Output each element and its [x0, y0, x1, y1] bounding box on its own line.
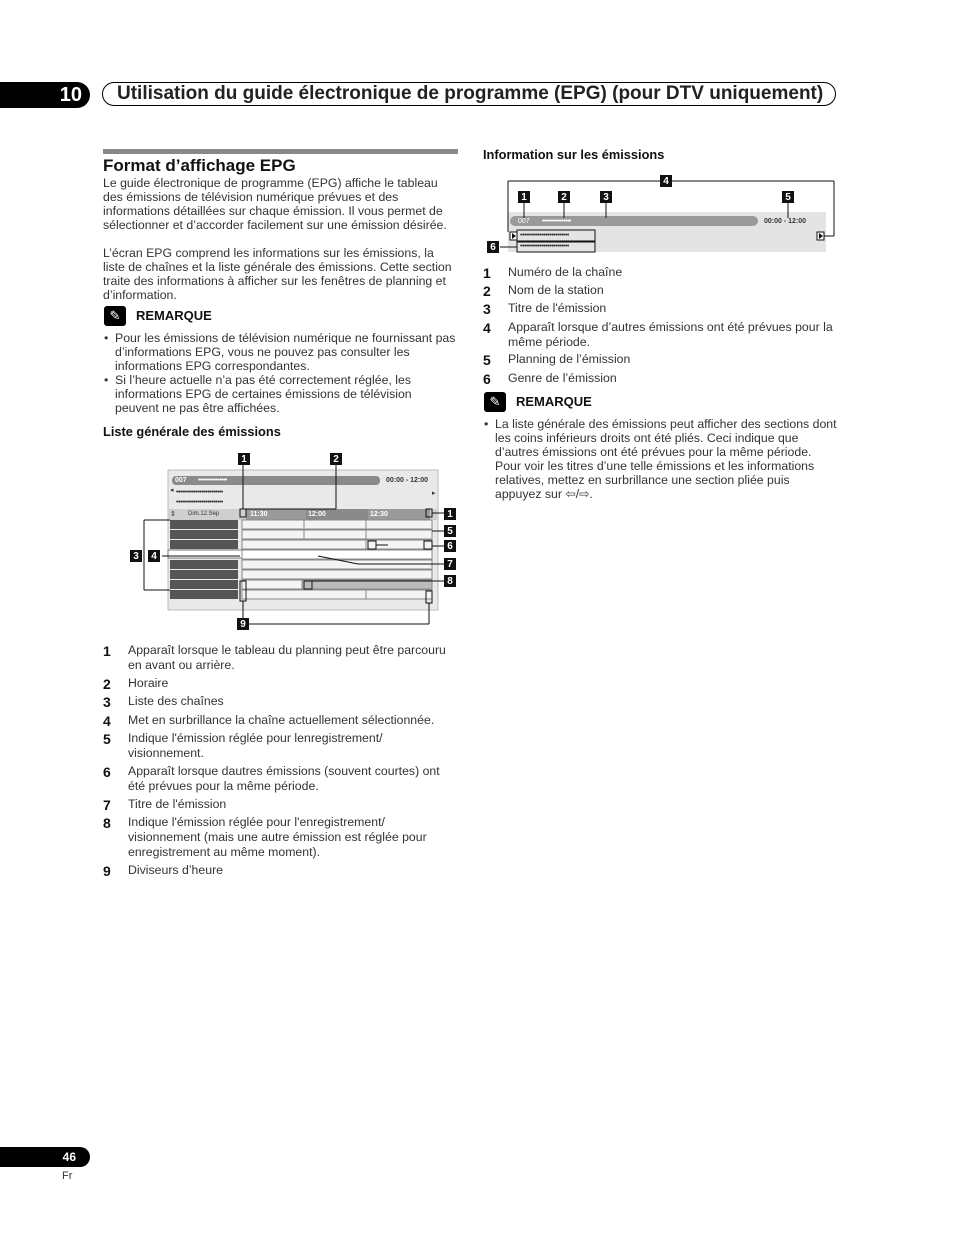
callout-marker: 1 [444, 508, 456, 520]
callout-marker: 3 [600, 191, 612, 203]
program-title-placeholder: ••••••••••••••••••••••••• [520, 232, 569, 239]
callout-marker: 1 [238, 453, 250, 465]
up-down-arrow-icon: ⇕ [170, 511, 176, 518]
list-heading: Liste générale des émissions [103, 424, 281, 439]
note-bullet: • La liste générale des émissions peut afficher des sections dont les coins inférieurs droits ont été pliés. Ceci indique que d’autres émissions ont été prévues pour la même période. Pour voir les titres d’une telle émissions et les informations relatives, mettez en surbrillance une section pliée puis appuyez sur ⇦/⇨. [483, 417, 839, 501]
callout-marker: 5 [444, 525, 456, 537]
note-label: REMARQUE [516, 394, 592, 409]
callout-marker: 6 [444, 540, 456, 552]
note-list [483, 417, 839, 501]
channel-number: 007 [518, 218, 530, 225]
epg-list-diagram [128, 450, 460, 630]
time-slot: 12:00 [308, 511, 326, 518]
time-range: 00:00 - 12:00 [764, 218, 807, 225]
callout-marker: 7 [444, 558, 456, 570]
program-info-diagram [484, 172, 840, 256]
date-label: Dim.12.Sep [188, 511, 220, 517]
language-code: Fr [62, 1170, 73, 1182]
note-bullet: • Si l’heure actuelle n’a pas été correctement réglée, les informations EPG de certaines émissions de télévision peuvent ne pas être affichées. [103, 373, 458, 415]
callout-marker: 2 [558, 191, 570, 203]
section-title: Format d’affichage EPG [103, 156, 296, 175]
chapter-number: 10 [0, 82, 90, 108]
right-arrow-icon: ▸ [432, 490, 436, 497]
time-slot: 11:30 [250, 511, 268, 518]
time-slot: 12:30 [370, 511, 388, 518]
program-title-placeholder: •••••••••••••••••••••••• [176, 489, 223, 496]
program-genre-placeholder: ••••••••••••••••••••••••• [520, 243, 569, 250]
program-genre-placeholder: •••••••••••••••••••••••• [176, 499, 223, 506]
pencil-note-icon: ✎ [104, 306, 126, 326]
channel-number: 007 [175, 477, 187, 484]
callout-marker: 6 [487, 241, 499, 253]
note-bullet: • Pour les émissions de télévision numérique ne fournissant pas d’informations EPG, vous ne pouvez pas consulter les informations EPG correspondantes. [103, 331, 458, 373]
section-rule [103, 149, 458, 154]
callout-marker: 5 [782, 191, 794, 203]
intro-paragraph-1: Le guide électronique de programme (EPG) affiche le tableau des émissions de télévision numérique prévues et des informations détaillées sur chaque émission. Il vous permet de sélectionner et d’accorder facilement sur une émission désirée. [103, 176, 447, 232]
info-heading: Information sur les émissions [483, 147, 665, 162]
station-name-placeholder: ••••••••••••••• [198, 477, 228, 484]
page-number: 46 [0, 1147, 90, 1167]
callout-marker: 4 [660, 175, 672, 187]
station-name-placeholder: ••••••••••••••• [542, 218, 572, 225]
callout-marker: 3 [130, 550, 142, 562]
callout-marker: 4 [148, 550, 160, 562]
callout-marker: 8 [444, 575, 456, 587]
pencil-note-icon: ✎ [484, 392, 506, 412]
note-label: REMARQUE [136, 308, 212, 323]
time-range: 00:00 - 12:00 [386, 477, 429, 484]
intro-paragraph-2: L’écran EPG comprend les informations sur les émissions, la liste de chaînes et la liste générale des émissions. Cette section traite des informations à afficher sur les fenêtres de planning et d’information. [103, 246, 452, 302]
callout-marker: 9 [237, 618, 249, 630]
callout-marker: 2 [330, 453, 342, 465]
left-arrow-icon: ◂ [170, 487, 174, 494]
callout-marker: 1 [518, 191, 530, 203]
note-list [103, 331, 458, 415]
chapter-title: Utilisation du guide électronique de programme (EPG) (pour DTV uniquement) [102, 82, 836, 106]
